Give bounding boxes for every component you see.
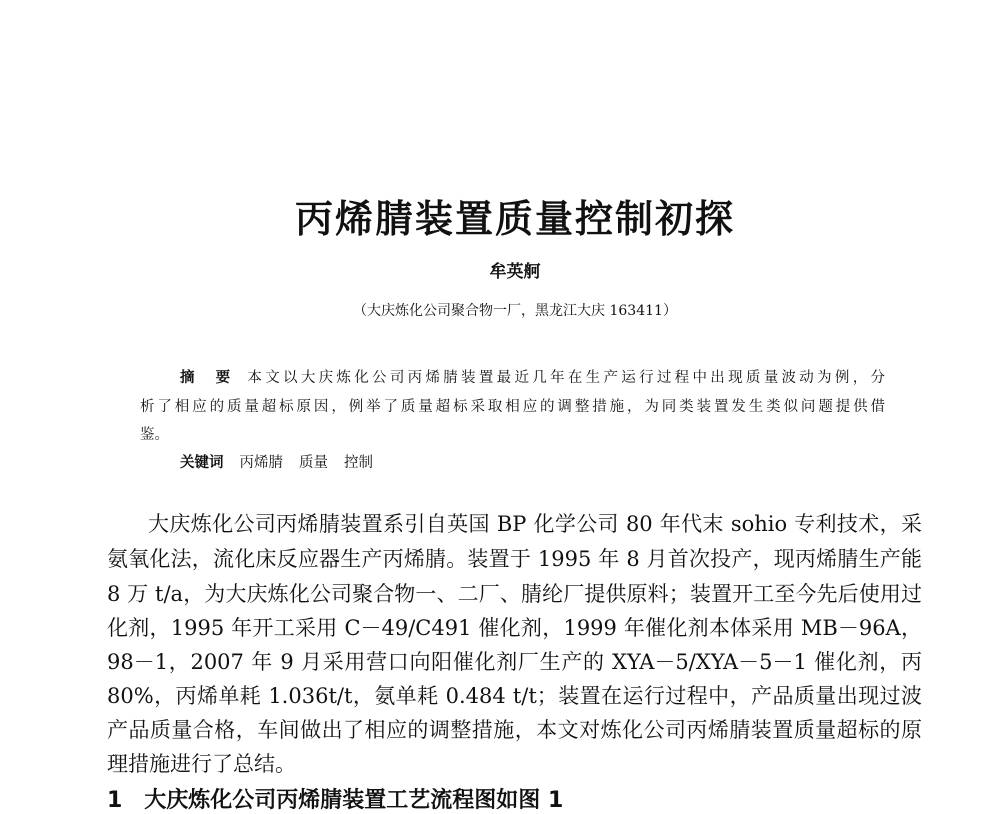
body-line: 产品质量合格，车间做出了相应的调整措施，本文对炼化公司丙烯腈装置质量超标的原 — [107, 718, 922, 742]
body-line: 98－1，2007 年 9 月采用营口向阳催化剂厂生产的 XYA－5/XYA－5－1 催化剂，丙 — [107, 650, 922, 674]
body-line: 化剂，1995 年开工采用 C－49/C491 催化剂，1999 年催化剂本体采用 MB－96A， — [107, 616, 922, 640]
body-line: 8 万 t/a，为大庆炼化公司聚合物一、二厂、腈纶厂提供原料；装置开工至今先后使用过 — [107, 582, 922, 606]
paper-title: 丙烯腈装置质量控制初探 — [294, 197, 735, 241]
body-line: 理措施进行了总结。 — [107, 752, 296, 776]
body-line: 氨氧化法，流化床反应器生产丙烯腈。装置于 1995 年 8 月首次投产，现丙烯腈生产能 — [107, 547, 922, 571]
abstract-line: 鉴。 — [140, 427, 169, 443]
abstract-line: 析了相应的质量超标原因，例举了质量超标采取相应的调整措施，为同类装置发生类似问题提供借 — [140, 399, 885, 415]
keywords — [180, 451, 373, 472]
abstract-line: 摘 要 本文以大庆炼化公司丙烯腈装置最近几年在生产运行过程中出现质量波动为例，分 — [180, 370, 885, 386]
keywords-label: 关键词 — [180, 455, 224, 471]
keyword: 质量 — [299, 455, 328, 471]
keyword: 控制 — [344, 455, 373, 471]
body-line: 大庆炼化公司丙烯腈装置系引自英国 BP 化学公司 80 年代末 sohio 专利技术，采 — [148, 512, 922, 536]
abstract-label: 摘 要 — [180, 370, 234, 386]
body-line: 80%，丙烯单耗 1.036t/t，氨单耗 0.484 t/t；装置在运行过程中，产品质量出现过波 — [107, 684, 922, 708]
keyword: 丙烯腈 — [239, 455, 283, 471]
section-heading: 1 大庆炼化公司丙烯腈装置工艺流程图如图 1 — [107, 788, 564, 813]
affiliation: （大庆炼化公司聚合物一厂，黑龙江大庆 163411） — [353, 303, 677, 319]
author: 牟英舸 — [489, 262, 541, 282]
